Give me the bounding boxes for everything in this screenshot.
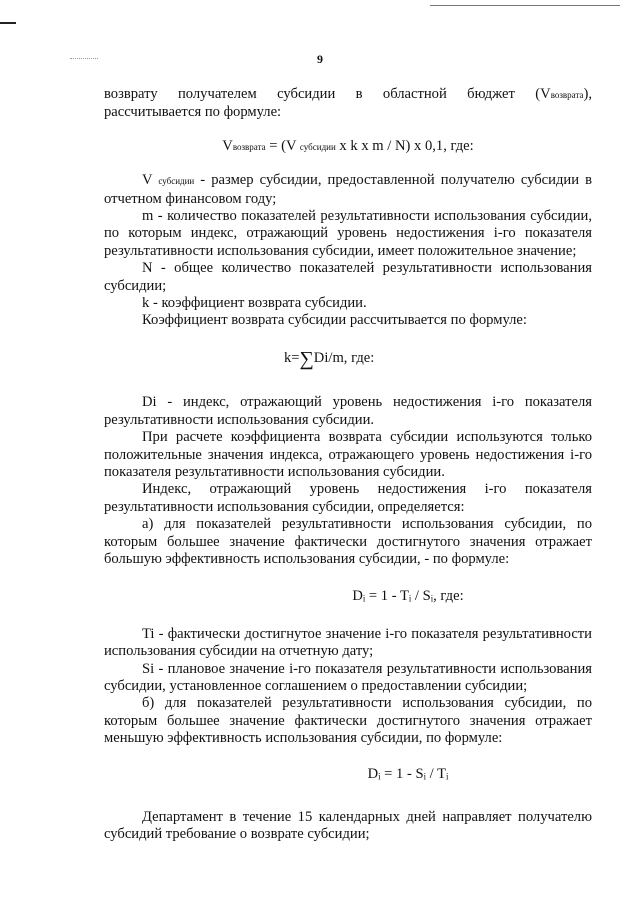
document-body [104, 86, 592, 844]
formula-di-a: Dᵢ = 1 - Tᵢ / Sᵢ, где: [352, 588, 464, 605]
page-number: 9 [317, 52, 323, 66]
index-intro: Индекс, отражающий уровень недостижения i-го показателя результативности использования субсидии, определяется: [104, 481, 592, 515]
definition-ti: Ti - фактически достигнутое значение i-го показателя результативности использования субсидии на отчетную дату; [104, 625, 592, 660]
definition-n: N - общее количество показателей результативности использования субсидии; [104, 260, 592, 294]
definition-di: Di - индекс, отражающий уровень недостижения i-го показателя результативности использования субсидии. [104, 394, 592, 428]
paragraph-intro-line2: рассчитывается по формуле: [104, 104, 282, 121]
case-b: б) для показателей результативности использования субсидии, по которым большее значение фактически достигнутого значения отражает меньшую эффективность использования субсидии, по формуле: [104, 695, 592, 747]
definition-v: V субсидии - размер субсидии, предоставленной получателю субсидии в отчетном финансовом году; [104, 172, 592, 207]
formula-k: k=∑Di/m, где: [284, 347, 375, 370]
formula-v-return: Vвозврата = (V субсидии x k x m / N) x 0,1, где: [222, 137, 474, 154]
definition-m: m - количество показателей результативности использования субсидии, по которым индекс, отражающий уровень недостижения i-го показателя результативности использования субсидии, имеет положительное значение; [104, 208, 592, 259]
definition-si: Si - плановое значение i-го показателя результативности использования субсидии, установленное соглашением о предоставлении субсидии; [104, 660, 592, 694]
paragraph-intro: возврату получателем субсидии в областной бюджет (Vвозврата), [104, 86, 592, 102]
formula-di-b: Dᵢ = 1 - Sᵢ / Tᵢ [367, 765, 449, 782]
department-notice: Департамент в течение 15 календарных дней направляет получателю субсидий требование о возврате субсидии; [104, 809, 592, 843]
scan-top-line [430, 5, 620, 6]
definition-k: k - коэффициент возврата субсидии. [142, 295, 367, 312]
case-a: а) для показателей результативности использования субсидии, по которым большее значение фактически достигнутого значения отражает большую эффективность использования субсидии, - по формуле: [104, 516, 592, 567]
k-formula-intro: Коэффициент возврата субсидии рассчитывается по формуле: [142, 312, 527, 329]
calc-note: При расчете коэффициента возврата субсидии используются только положительные значения индекса, отражающего уровень недостижения i-го показателя результативности использования субсидии. [104, 429, 592, 480]
scan-edge-mark [0, 22, 16, 24]
